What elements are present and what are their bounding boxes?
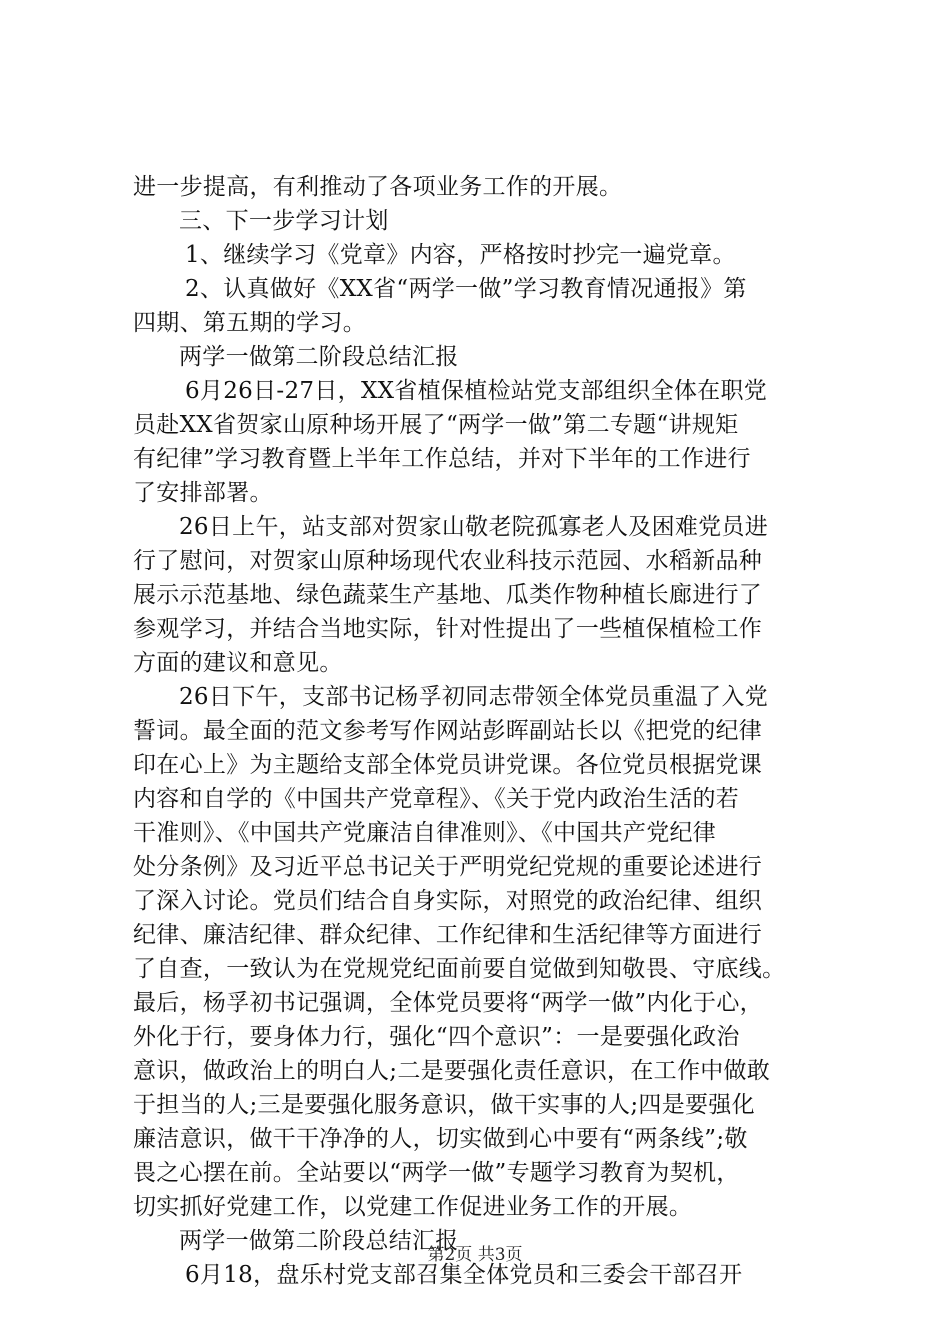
text-line: 了安排部署。 [133, 480, 273, 506]
text-line: 誓词。最全面的范文参考写作网站彭晖副站长以《把党的纪律 [133, 718, 763, 744]
text-line: 外化于行，要身体力行，强化“四个意识”：一是要强化政治 [133, 1024, 740, 1050]
text-line: 印在心上》为主题给支部全体党员讲党课。各位党员根据党课 [133, 752, 763, 778]
text-line: 员赴XX省贺家山原种场开展了“两学一做”第二专题“讲规矩 [133, 412, 739, 438]
text-line: 展示示范基地、绿色蔬菜生产基地、瓜类作物种植长廊进行了 [133, 582, 763, 608]
text-line: 最后，杨孚初书记强调，全体党员要将“两学一做”内化于心， [133, 990, 763, 1016]
text-line: 26日下午，支部书记杨孚初同志带领全体党员重温了入党 [179, 684, 769, 710]
text-line: 处分条例》及习近平总书记关于严明党纪党规的重要论述进行 [133, 854, 763, 880]
text-line: 切实抓好党建工作，以党建工作促进业务工作的开展。 [133, 1194, 693, 1220]
article-title: 两学一做第二阶段总结汇报 [179, 1228, 459, 1254]
text-line: 廉洁意识，做干干净净的人，切实做到心中要有“两条线”;敬 [133, 1126, 748, 1152]
text-line: 参观学习，并结合当地实际，针对性提出了一些植保植检工作 [133, 616, 763, 642]
text-line: 6月18，盘乐村党支部召集全体党员和三委会干部召开 [185, 1262, 743, 1288]
body-text [133, 170, 833, 1292]
text-line: 有纪律”学习教育暨上半年工作总结，并对下半年的工作进行 [133, 446, 751, 472]
text-line: 方面的建议和意见。 [133, 650, 343, 676]
text-line: 内容和自学的《中国共产党章程》、《关于党内政治生活的若 [133, 786, 740, 812]
list-item: 2、认真做好《XX省“两学一做”学习教育情况通报》第 [185, 276, 747, 302]
list-item: 1、继续学习《党章》内容，严格按时抄完一遍党章。 [185, 242, 736, 268]
text-line: 于担当的人;三是要强化服务意识，做干实事的人;四是要强化 [133, 1092, 755, 1118]
text-line: 26日上午，站支部对贺家山敬老院孤寡老人及困难党员进 [179, 514, 769, 540]
text-line: 干准则》、《中国共产党廉洁自律准则》、《中国共产党纪律 [133, 820, 717, 846]
text-line: 四期、第五期的学习。 [133, 310, 366, 336]
section-heading: 三、下一步学习计划 [179, 208, 389, 234]
text-line: 了深入讨论。党员们结合自身实际，对照党的政治纪律、组织 [133, 888, 763, 914]
text-line: 纪律、廉洁纪律、群众纪律、工作纪律和生活纪律等方面进行 [133, 922, 763, 948]
page-number: 第2页 共3页 [427, 1245, 523, 1265]
text-line: 意识，做政治上的明白人;二是要强化责任意识，在工作中做敢 [133, 1058, 771, 1084]
text-line: 了自查，一致认为在党规党纪面前要自觉做到知敬畏、守底线。 [133, 956, 786, 982]
article-title: 两学一做第二阶段总结汇报 [179, 344, 459, 370]
text-line: 畏之心摆在前。全站要以“两学一做”专题学习教育为契机， [133, 1160, 740, 1186]
text-line: 进一步提高，有利推动了各项业务工作的开展。 [133, 174, 623, 200]
text-line: 6月26日-27日，XX省植保植检站党支部组织全体在职党 [185, 378, 768, 404]
text-line: 行了慰问，对贺家山原种场现代农业科技示范园、水稻新品种 [133, 548, 763, 574]
